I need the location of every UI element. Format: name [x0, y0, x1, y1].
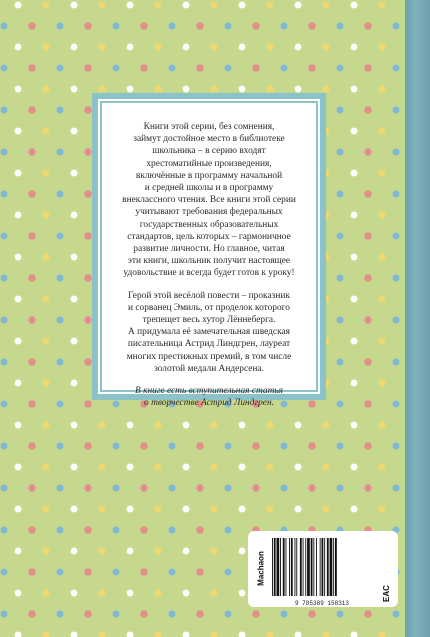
barcode-number: 9 785389 158313: [294, 600, 349, 607]
story-description: Герой этой весёлой повести – проказник и сорванец Эмиль, от проделок которого трепещет весь хутор Лённеберга. А придумала её замечательная шведская писательница Астрид Линдгрен, лауреат многих престижных премий, в том числе золотой медали Андерсена.: [126, 290, 292, 374]
series-description: Книги этой серии, без сомнения, займут достойное место в библиотеке школьника – в серию входят хрестоматийные произведения, включённые в программу начальной и средней школы и в программу внеклассного чтения. Все книги этой серии учитывают требования федеральных государственных образовательных стандартов, цель которых – гармоничное развитие личности. Но главное, читая эти книги, школьник получит настоящее удовольствие и всегда будет готов к уроку!: [122, 122, 296, 279]
barcode-icon: [270, 538, 366, 602]
eac-mark: EAC: [382, 585, 391, 602]
publisher-name: Machaon: [256, 551, 266, 586]
blurb-panel: [92, 93, 326, 409]
publisher-logo: [253, 538, 267, 602]
book-spine: [405, 0, 430, 637]
introduction-note: В книге есть вступительная статья о творчестве Астрид Линдгрен.: [135, 386, 283, 409]
